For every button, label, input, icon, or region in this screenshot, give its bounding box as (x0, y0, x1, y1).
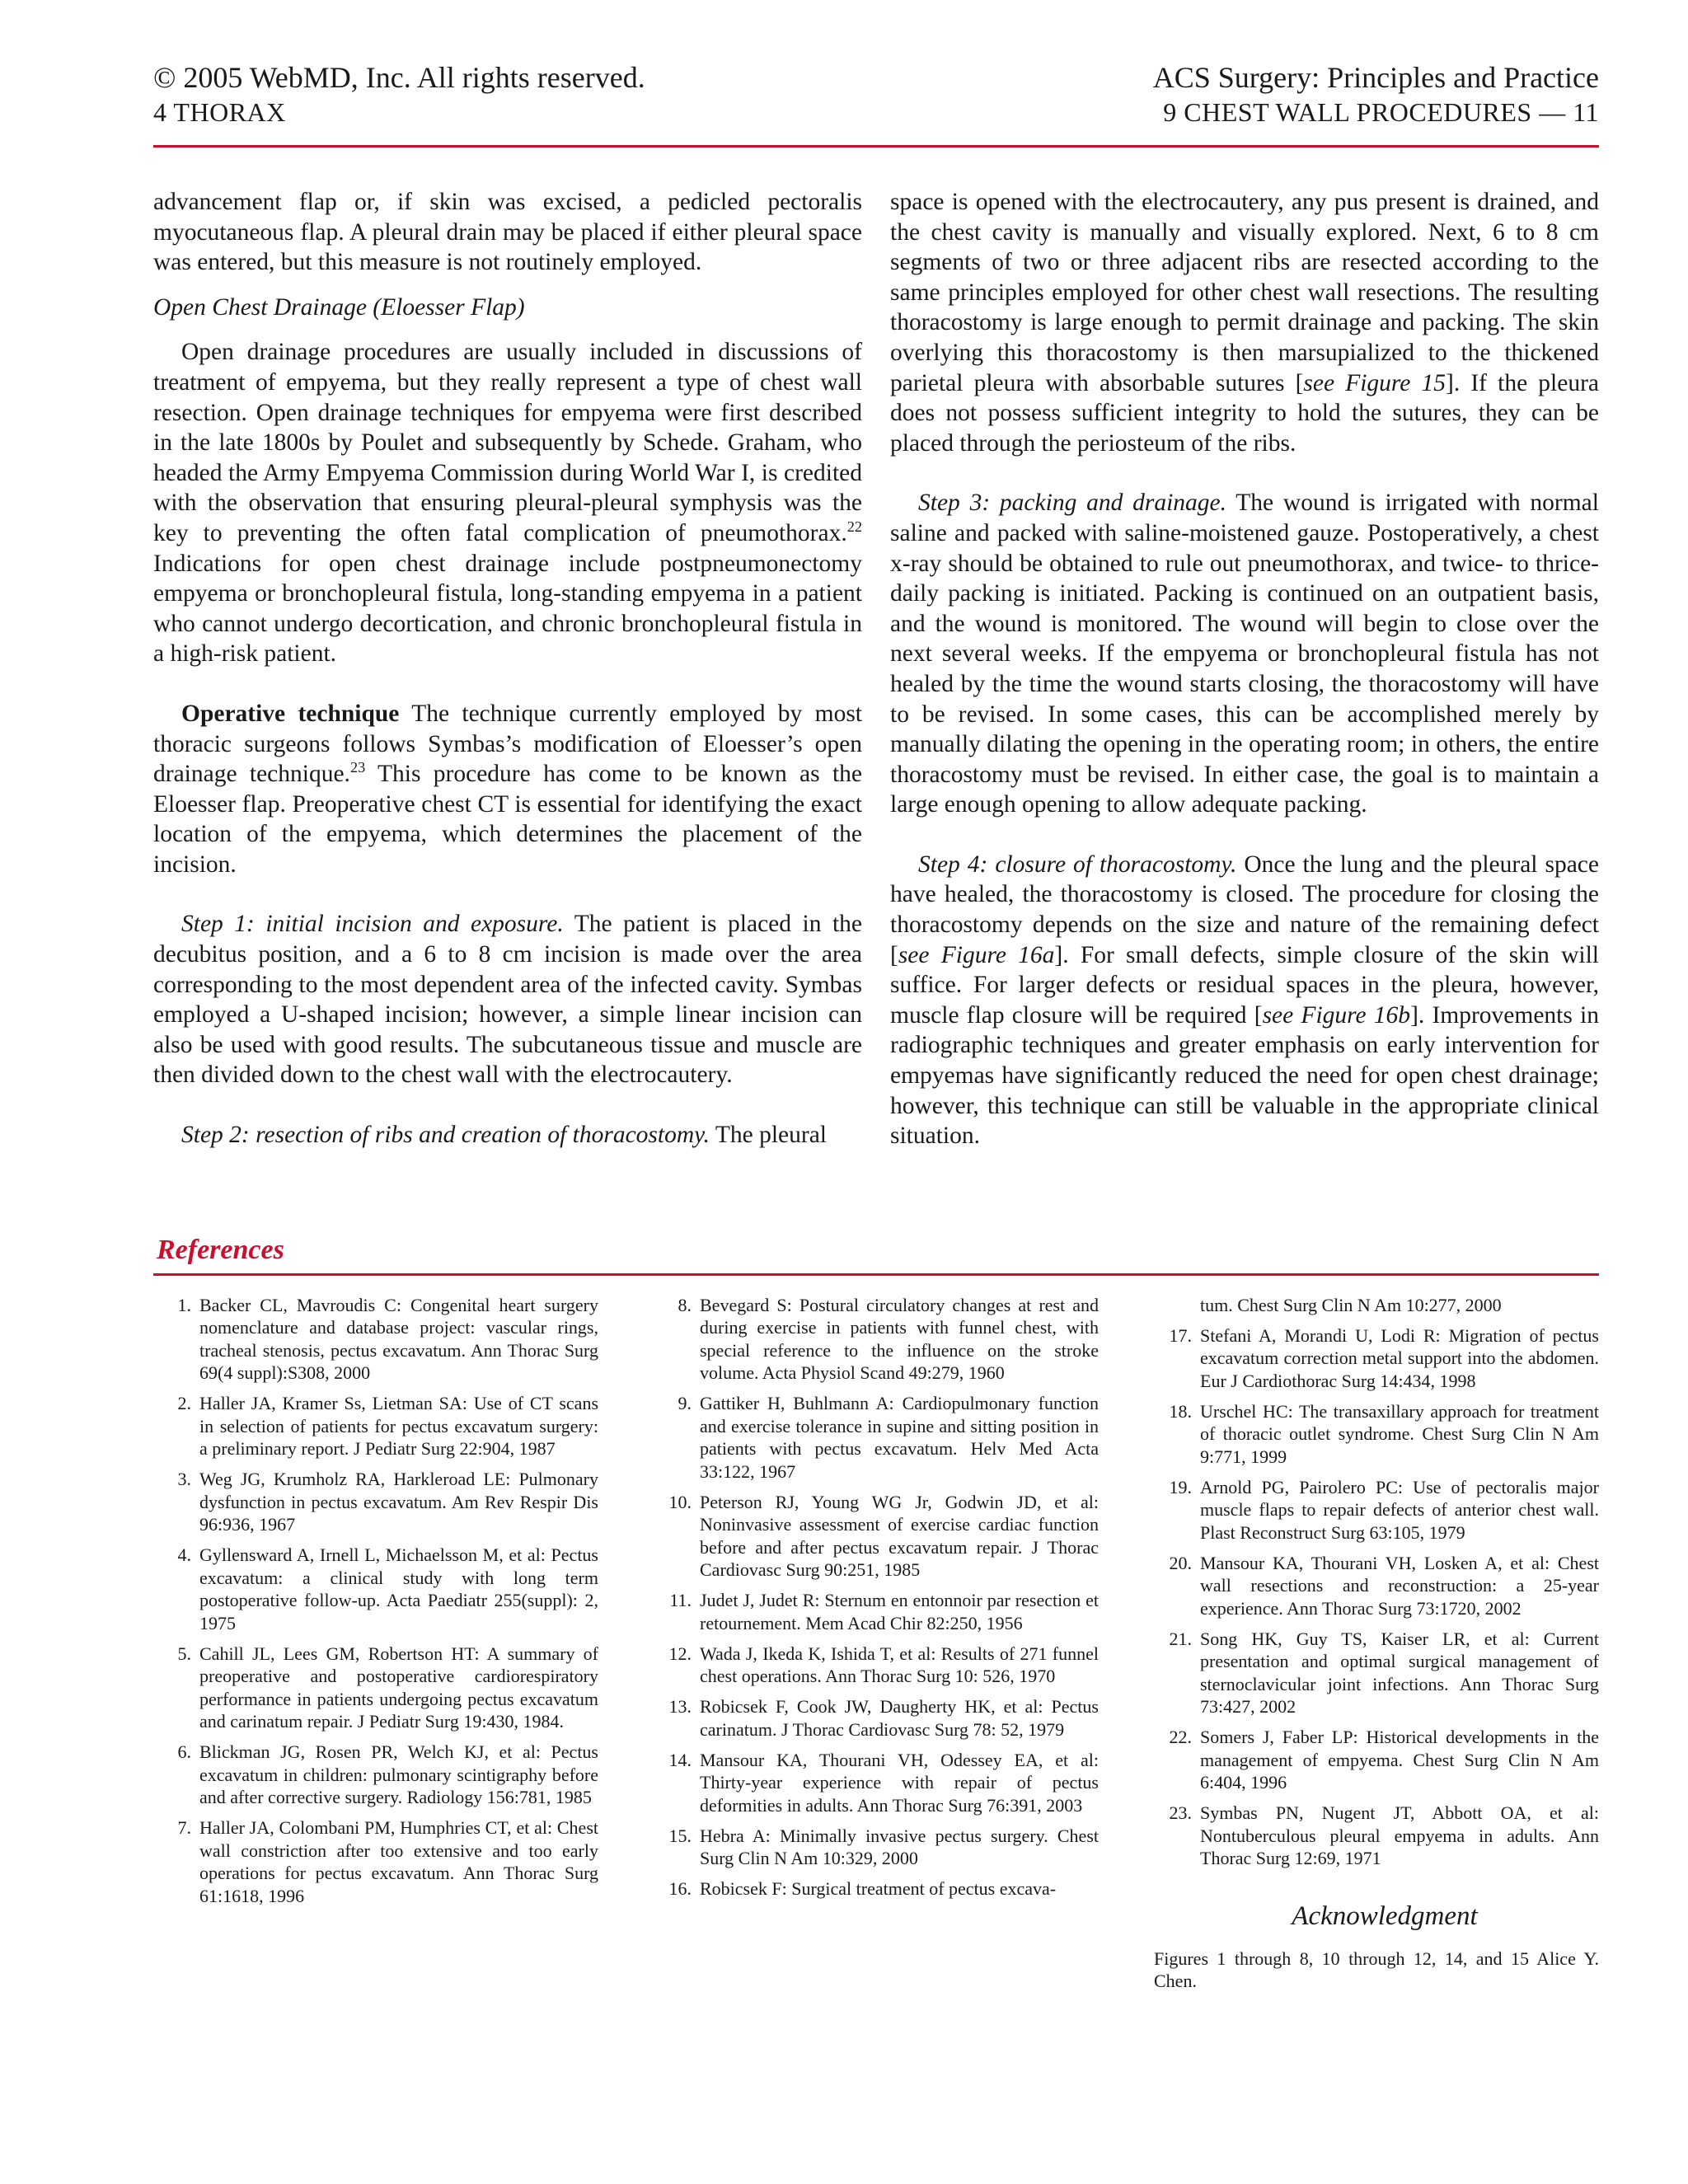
paragraph: Step 1: initial incision and exposure. The patient is placed in the decubitus position, and a 6 to 8 cm incision is made over the area corresponding to the most dependent area of the infected cavity. Symbas employed a U-shaped incision; however, a simple linear incision can also be used with good results. The subcutaneous tissue and muscle are then divided down to the chest wall with the electrocautery. (153, 911, 862, 1089)
references-list (153, 1294, 1599, 1993)
book-title: ACS Surgery: Principles and Practice (1152, 61, 1599, 94)
paragraph: Operative technique The technique currently employed by most thoracic surgeons follows Symbas’s modification of Eloesser’s open drainage technique.$^{23}$ This procedure has come to be known as the Eloesser flap. Preoperative chest CT is essential for identifying the exact location of the empyema, which determines the placement of the incision. (153, 700, 862, 878)
ref-column-3 (1154, 1294, 1599, 1993)
reference-item: 11. Judet J, Judet R: Sternum en entonnoir par resection et retournement. Mem Acad Chir 82:250, 1956 (669, 1590, 1099, 1633)
paragraph: Open drainage procedures are usually included in discussions of treatment of empyema, but they really represent a type of chest wall resection. Open drainage techniques for empyema were first described in the late 1800s by Poulet and subsequently by Schede. Graham, who headed the Army Empyema Commission during World War I, is credited with the observation that ensuring pleural-pleural symphysis was the key to preventing the often fatal complication of pneumothorax.$^{22}$ Indications for open chest drainage include postpneumonectomy empyema or bronchopleural fistula, long-standing empyema in a patient who cannot undergo decortication, and chronic bronchopleural fistula in a high-risk patient. (153, 339, 862, 668)
reference-item: 5. Cahill JL, Lees GM, Robertson HT: A summary of preoperative and postoperative cardiorespiratory performance in patients undergoing pectus excavatum and carinatum repair. J Pediatr Surg 19:430, 1984. (177, 1643, 598, 1732)
ref-column-2 (654, 1294, 1099, 1993)
reference-item: 19. Arnold PG, Pairolero PC: Use of pectoralis major muscle flaps to repair defects of anterior chest wall. Plast Reconstruct Surg 63:105, 1979 (1169, 1476, 1599, 1543)
reference-item: 16. Robicsek F: Surgical treatment of pectus excava- (668, 1878, 1057, 1900)
reference-item-continued: tum. Chest Surg Clin N Am 10:277, 2000 (1200, 1294, 1502, 1315)
run-in-heading: Operative technique (181, 700, 400, 727)
subsection-heading: Open Chest Drainage (Eloesser Flap) (153, 293, 525, 321)
reference-item: 18. Urschel HC: The transaxillary approach for treatment of thoracic outlet syndrome. Chest Surg Clin N Am 9:771, 1999 (1169, 1400, 1599, 1467)
paragraph: space is opened with the electrocautery, any pus present is drained, and the chest cavity is manually and visually explored. Next, 6 to 8 cm segments of two or three adjacent ribs are resected according to the same principles employed for other chest wall resections. The resulting thoracostomy is large enough to permit drainage and packing. The skin overlying this thoracostomy is then marsupialized to the thickened parietal pleura with absorbable sutures [see Figure 15]. If the pleura does not possess sufficient integrity to hold the sutures, they can be placed through the periosteum of the ribs. (890, 189, 1599, 457)
running-header (153, 59, 1599, 145)
reference-item: 7. Haller JA, Colombani PM, Humphries CT, et al: Chest wall constriction after too extensive and too early operations for pectus excavatum. Ann Thorac Surg 61:1618, 1996 (177, 1817, 598, 1906)
paragraph: Step 4: closure of thoracostomy. Once the lung and the pleural space have healed, the thoracostomy is closed. The procedure for closing the thoracostomy depends on the size and nature of the remaining defect [see Figure 16a]. For small defects, simple closure of the skin will suffice. For larger defects or residual spaces in the pleura, however, muscle flap closure will be required [see Figure 16b]. Improvements in radiographic techniques and greater emphasis on early intervention for empyemas have significantly reduced the need for open chest drainage; however, this technique can still be valuable in the appropriate clinical situation. (890, 851, 1599, 1150)
acknowledgment-heading: Acknowledgment (1292, 1900, 1478, 1931)
references-rule (153, 1273, 1599, 1276)
reference-item: 22. Somers J, Faber LP: Historical developments in the management of empyema. Chest Surg Clin N Am 6:404, 1996 (1169, 1727, 1599, 1793)
references-heading: References (157, 1234, 284, 1265)
citation-superscript: 22 (846, 518, 862, 535)
chapter-page-label: 9 CHEST WALL PROCEDURES — 11 (1163, 97, 1599, 127)
reference-item: 20. Mansour KA, Thourani VH, Losken A, et al: Chest wall resections and reconstruction: a 25-year experience. Ann Thorac Surg 73:1720, 2002 (1169, 1552, 1599, 1619)
figure-reference: see Figure 15 (1303, 369, 1447, 396)
reference-item: 6. Blickman JG, Rosen PR, Welch KJ, et al: Pectus excavatum in children: pulmonary scintigraphy before and after corrective surgery. Radiology 156:781, 1985 (177, 1741, 598, 1808)
right-column (890, 187, 1599, 1151)
reference-item: 9. Gattiker H, Buhlmann A: Cardiopulmonary function and exercise tolerance in supine and sitting position in patients with pectus excavatum. Helv Med Acta 33:122, 1967 (678, 1393, 1099, 1482)
acknowledgment-text: Figures 1 through 8, 10 through 12, 14, and 15 Alice Y. Chen. (1154, 1947, 1599, 1992)
reference-item: 1. Backer CL, Mavroudis C: Congenital heart surgery nomenclature and database project: vascular rings, tracheal stenosis, pectus excavatum. Ann Thorac Surg 69(4 suppl):S308, 2000 (177, 1294, 598, 1384)
step-heading: Step 3: packing and drainage. (918, 490, 1227, 517)
figure-reference: see Figure 16b (1262, 1001, 1411, 1029)
ref-column-1 (153, 1294, 598, 1993)
reference-item: 17. Stefani A, Morandi U, Lodi R: Migration of pectus excavatum correction metal support into the abdomen. Eur J Cardiothorac Surg 14:434, 1998 (1169, 1324, 1599, 1391)
reference-item: 10. Peterson RJ, Young WG Jr, Godwin JD, et al: Noninvasive assessment of exercise cardiac function before and after pectus excavatum repair. J Thorac Cardiovasc Surg 90:251, 1985 (668, 1491, 1099, 1581)
section-label: 4 THORAX (153, 97, 286, 127)
reference-item: 12. Wada J, Ikeda K, Ishida T, et al: Results of 271 funnel chest operations. Ann Thorac Surg 10: 526, 1970 (668, 1643, 1099, 1687)
paragraph: Step 3: packing and drainage. The wound is irrigated with normal saline and packed with saline-moistened gauze. Postoperatively, a chest x-ray should be obtained to rule out pneumothorax, and twice- to thrice-daily packing is initiated. Packing is continued on an outpatient basis, and the wound is monitored. The wound will begin to close over the next several weeks. If the empyema or bronchopleural fistula has not healed by the time the wound starts closing, the thoracostomy will have to be revised. In some cases, this can be accomplished merely by manually dilating the opening in the operating room; in others, the entire thoracostomy must be revised. In either case, the goal is to maintain a large enough opening to allow adequate packing. (890, 490, 1599, 818)
page (153, 59, 1599, 1993)
body-columns (153, 187, 1599, 1151)
reference-item: 8. Bevegard S: Postural circulatory changes at rest and during exercise in patients with funnel chest, with special reference to the influence on the stroke volume. Acta Physiol Scand 49:279, 1960 (678, 1294, 1099, 1384)
figure-reference: see Figure 16a (898, 941, 1055, 968)
header-left (153, 59, 645, 129)
reference-item: 21. Song HK, Guy TS, Kaiser LR, et al: Current presentation and optimal surgical management of sternoclavicular joint infections. Ann Thorac Surg 73:427, 2002 (1169, 1628, 1599, 1718)
reference-item: 15. Hebra A: Minimally invasive pectus surgery. Chest Surg Clin N Am 10:329, 2000 (668, 1825, 1099, 1869)
reference-item: 14. Mansour KA, Thourani VH, Odessey EA, et al: Thirty-year experience with repair of pectus deformities in adults. Ann Thorac Surg 76:391, 2003 (668, 1749, 1099, 1816)
copyright-line: © 2005 WebMD, Inc. All rights reserved. (153, 61, 645, 94)
step-heading: Step 1: initial incision and exposure. (181, 911, 564, 938)
paragraph: advancement flap or, if skin was excised, a pedicled pectoralis myocutaneous flap. A pleural drain may be placed if either pleural space was entered, but this measure is not routinely employed. (153, 189, 862, 276)
paragraph: Step 2: resection of ribs and creation of thoracostomy. The pleural (181, 1122, 827, 1149)
left-column (153, 187, 862, 1151)
reference-item: 2. Haller JA, Kramer Ss, Lietman SA: Use of CT scans in selection of patients for pectus excavatum surgery: a preliminary report. J Pediatr Surg 22:904, 1987 (177, 1393, 598, 1460)
header-right (1153, 59, 1599, 129)
step-heading: Step 2: resection of ribs and creation of thoracostomy. (181, 1122, 710, 1149)
header-rule (153, 145, 1599, 148)
reference-item: 23. Symbas PN, Nugent JT, Abbott OA, et al: Nontuberculous pleural empyema in adults. Ann Thorac Surg 12:69, 1971 (1169, 1802, 1599, 1869)
step-heading: Step 4: closure of thoracostomy. (918, 851, 1237, 878)
reference-item: 13. Robicsek F, Cook JW, Daugherty HK, et al: Pectus carinatum. J Thorac Cardiovasc Surg 78: 52, 1979 (668, 1696, 1099, 1740)
reference-item: 3. Weg JG, Krumholz RA, Harkleroad LE: Pulmonary dysfunction in pectus excavatum. Am Rev Respir Dis 96:936, 1967 (177, 1469, 598, 1535)
reference-item: 4. Gyllensward A, Irnell L, Michaelsson M, et al: Pectus excavatum: a clinical study with long term postoperative follow-up. Acta Paediatr 255(suppl): 2, 1975 (177, 1544, 598, 1633)
citation-superscript: 23 (349, 759, 366, 776)
